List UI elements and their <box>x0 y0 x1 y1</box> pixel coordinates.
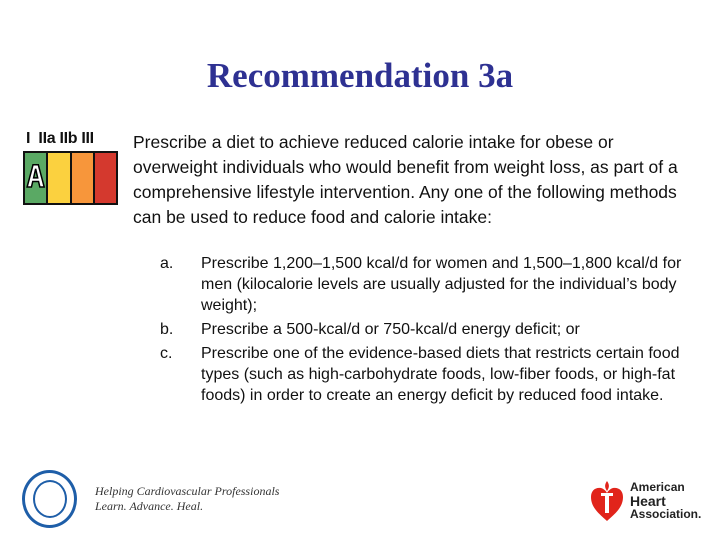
list-item <box>160 253 690 316</box>
acc-seal-icon <box>22 470 77 528</box>
acc-tagline-1: Helping Cardiovascular Professionals <box>95 484 280 498</box>
class-labels: I IIa IIb III <box>26 130 94 147</box>
class-iia-bar <box>48 153 71 203</box>
class-bars <box>23 151 118 205</box>
list-item <box>160 343 690 406</box>
methods-list <box>160 253 690 409</box>
class-iii-bar <box>95 153 116 203</box>
aha-text-3: Association. <box>630 507 702 521</box>
classification-box <box>23 130 118 205</box>
level-of-evidence: A <box>26 160 45 195</box>
class-iib-bar <box>72 153 95 203</box>
list-item <box>160 319 690 340</box>
acc-logo <box>22 470 279 528</box>
class-i-bar <box>25 153 48 203</box>
list-text: Prescribe one of the evidence-based diets that restricts certain food types (such as high-carbohydrate foods, low-fiber foods, or high-fat foods) in order to create an energy deficit by reduced food intake. <box>201 345 680 404</box>
list-text: Prescribe a 500-kcal/d or 750-kcal/d energy deficit; or <box>201 321 580 338</box>
heart-torch-icon <box>590 481 624 521</box>
slide-title: Recommendation 3a <box>206 56 514 95</box>
list-marker: b. <box>160 321 174 338</box>
aha-logo <box>590 481 701 521</box>
aha-text-1: American <box>630 480 685 494</box>
aha-text-2: Heart <box>630 493 666 509</box>
list-marker: a. <box>160 255 174 272</box>
list-marker: c. <box>160 345 173 362</box>
recommendation-text: Prescribe a diet to achieve reduced calorie intake for obese or overweight individuals who would benefit from weight loss, as part of a comprehensive lifestyle intervention. Any one of the following methods can be used to reduce food and calorie intake: <box>133 132 678 227</box>
acc-tagline-2: Learn. Advance. Heal. <box>95 499 204 513</box>
list-text: Prescribe 1,200–1,500 kcal/d for women and 1,500–1,800 kcal/d for men (kilocalorie levels are usually adjusted for the individual’s body weight); <box>201 255 682 314</box>
